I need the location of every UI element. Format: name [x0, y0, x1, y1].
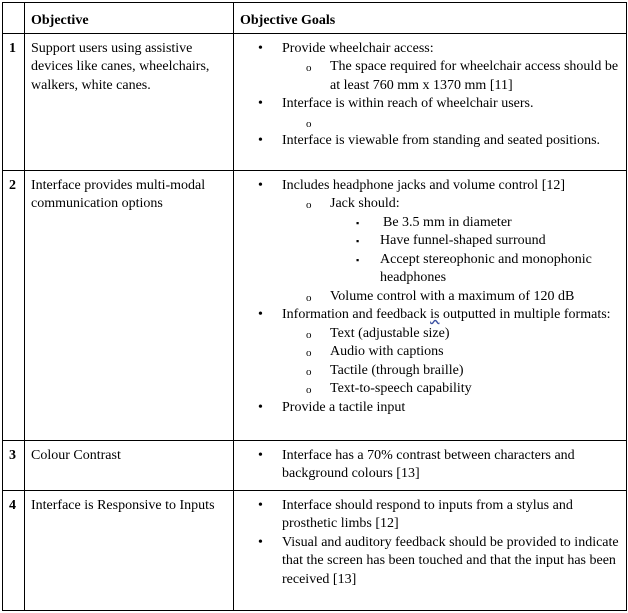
objective-cell: Interface is Responsive to Inputs: [25, 490, 234, 610]
sub-goals-list: [282, 58, 620, 95]
row-number: 1: [3, 33, 25, 170]
goal-item: [240, 306, 620, 399]
goal-item: [240, 40, 620, 96]
table-row: [3, 440, 627, 490]
goal-text: Includes headphone jacks and volume control [12]: [282, 177, 566, 193]
header-objective: Objective: [25, 3, 234, 34]
goals-list: [240, 497, 620, 590]
objective-cell: Colour Contrast: [25, 440, 234, 490]
goal-text: Interface is within reach of wheelchair users.: [282, 96, 534, 111]
row-number: 2: [3, 170, 25, 440]
goals-cell: [234, 33, 627, 170]
goal-item: • Interface has a 70% contrast between characters and background colours [13]: [240, 447, 620, 484]
sub-goal-item: o Text (adjustable size): [240, 325, 620, 344]
header-num: [3, 3, 25, 34]
goals-cell: [234, 490, 627, 610]
goals-cell: [234, 440, 627, 490]
goals-cell: [234, 170, 627, 440]
sub-goal-item: o Text-to-speech capability: [240, 380, 620, 399]
sub-goals-list: [282, 114, 620, 133]
sub-goal-item: o Audio with captions: [240, 343, 620, 362]
goals-list: [240, 40, 620, 151]
goal-item: [240, 177, 620, 307]
sub-goal-item: o The space required for wheelchair access should be at least 760 mm x 1370 mm [11]: [240, 58, 620, 95]
detail-list: [330, 214, 620, 288]
goals-list: [240, 177, 620, 418]
goal-item: • Interface is viewable from standing and seated positions.: [240, 132, 620, 151]
sub-goal-item: o Tactile (through braille): [240, 362, 620, 381]
row-number: 3: [3, 440, 25, 490]
detail-item: ▪ Be 3.5 mm in diameter: [240, 214, 620, 233]
objective-cell: Interface provides multi-modal communication options: [25, 170, 234, 440]
table-header-row: [3, 3, 627, 34]
table-row: [3, 170, 627, 440]
objectives-table: [2, 2, 627, 611]
header-objective-goals: Objective Goals: [234, 3, 627, 34]
goal-text: outputted in multiple formats:: [439, 307, 611, 322]
sub-goal-item: [240, 195, 620, 288]
sub-goals-list: [282, 325, 620, 399]
goal-text: Information and feedback: [282, 307, 431, 322]
goals-list: [240, 447, 620, 484]
goal-item: [240, 95, 620, 132]
goal-item: • Provide a tactile input: [240, 399, 620, 418]
sub-goals-list: [282, 195, 620, 306]
objective-cell: Support users using assistive devices like canes, wheelchairs, walkers, white canes.: [25, 33, 234, 170]
sub-goal-text: Jack should:: [330, 196, 400, 211]
sub-goal-item-empty: [240, 114, 620, 133]
table-row: [3, 490, 627, 610]
row-number: 4: [3, 490, 25, 610]
table-row: [3, 33, 627, 170]
grammar-flagged-word: is: [430, 307, 440, 322]
sub-goal-item: o Volume control with a maximum of 120 dB: [240, 288, 620, 307]
goal-item: • Interface should respond to inputs from a stylus and prosthetic limbs [12]: [240, 497, 620, 534]
detail-item: ▪ Accept stereophonic and monophonic headphones: [240, 251, 620, 288]
goal-text: Provide wheelchair access:: [282, 40, 434, 56]
goal-item: • Visual and auditory feedback should be provided to indicate that the screen has been touched and that the input has been received [13]: [240, 534, 620, 590]
detail-item: ▪ Have funnel-shaped surround: [240, 232, 620, 251]
